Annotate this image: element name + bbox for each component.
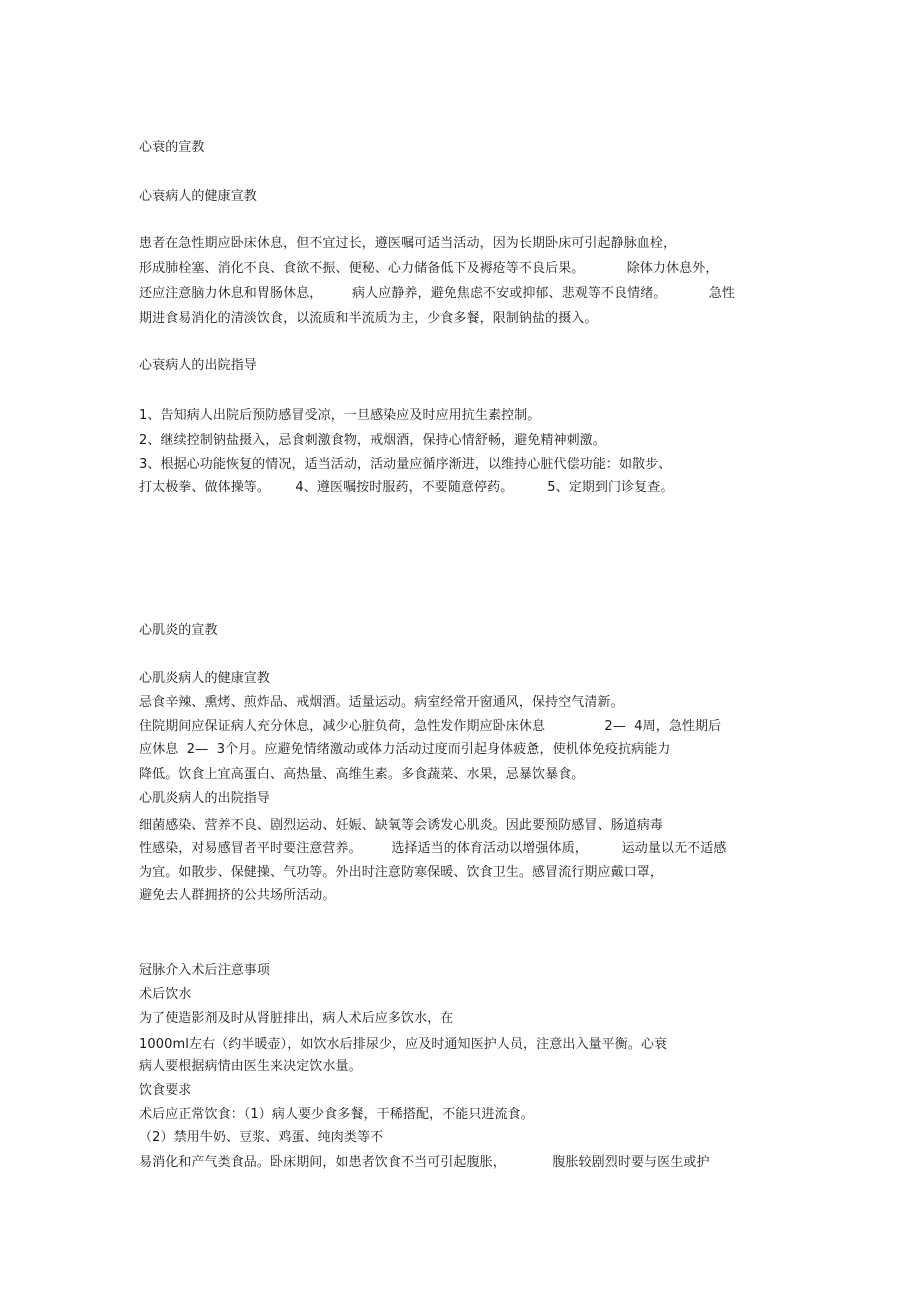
paragraph-line: 性感染，对易感冒者平时要注意营养。 选择适当的体育活动以增强体质， 运动量以无不适感 bbox=[139, 841, 727, 856]
heading-heart-failure-health: 心衰病人的健康宣教 bbox=[139, 189, 257, 204]
section-title-coronary: 冠脉介入术后注意事项 bbox=[139, 963, 271, 978]
paragraph-line: 还应注意脑力休息和胃肠休息， 病人应静养，避免焦虑不安或抑郁、悲观等不良情绪。 急性 bbox=[139, 286, 735, 301]
paragraph-line: 为宜。如散步、保健操、气功等。外出时注意防寒保暖、饮食卫生。感冒流行期应戴口罩， bbox=[139, 865, 664, 880]
paragraph-line: 病人要根据病情由医生来决定饮水量。 bbox=[139, 1059, 362, 1074]
paragraph-line: 细菌感染、营养不良、剧烈运动、妊娠、缺氧等会诱发心肌炎。因此要预防感冒、肠道病毒 bbox=[139, 818, 664, 833]
heading-post-op-drinking: 术后饮水 bbox=[139, 987, 192, 1002]
heading-myocarditis-health: 心肌炎病人的健康宣教 bbox=[139, 671, 271, 686]
paragraph-line: 忌食辛辣、熏烤、煎炸品、戒烟酒。适量运动。病室经常开窗通风，保持空气清新。 bbox=[139, 695, 624, 710]
paragraph-line: 易消化和产气类食品。卧床期间，如患者饮食不当可引起腹胀， 腹胀较剧烈时要与医生或护 bbox=[139, 1155, 710, 1170]
paragraph-line: 为了使造影剂及时从肾脏排出，病人术后应多饮水，在 bbox=[139, 1011, 454, 1026]
paragraph-line: 术后应正常饮食：（1）病人要少食多餐，干稀搭配，不能只进流食。 bbox=[139, 1107, 534, 1122]
list-item: 打太极拳、做体操等。 4、遵医嘱按时服药，不要随意停药。 5、定期到门诊复查。 bbox=[139, 480, 674, 495]
heading-diet-requirements: 饮食要求 bbox=[139, 1083, 192, 1098]
section-title-myocarditis: 心肌炎的宣教 bbox=[139, 623, 218, 638]
paragraph-line: 患者在急性期应卧床休息，但不宜过长，遵医嘱可适当活动，因为长期卧床可引起静脉血栓， bbox=[139, 236, 677, 251]
paragraph-line: （2）禁用牛奶、豆浆、鸡蛋、纯肉类等不 bbox=[139, 1130, 384, 1145]
list-item: 3、根据心功能恢复的情况，适当活动，活动量应循序渐进，以维持心脏代偿功能：如散步、 bbox=[139, 457, 672, 472]
paragraph-line: 1000ml左右（约半暖壶），如饮水后排尿少，应及时通知医护人员，注意出入量平衡。心衰 bbox=[139, 1037, 668, 1052]
heading-heart-failure-discharge: 心衰病人的出院指导 bbox=[139, 358, 257, 373]
paragraph-line: 期进食易消化的清淡饮食，以流质和半流质为主，少食多餐，限制钠盐的摄入。 bbox=[139, 311, 598, 326]
paragraph-line: 住院期间应保证病人充分休息，减少心脏负荷，急性发作期应卧床休息 2— 4周，急性期后 bbox=[139, 719, 722, 734]
heading-myocarditis-discharge: 心肌炎病人的出院指导 bbox=[139, 791, 271, 806]
list-item: 1、告知病人出院后预防感冒受凉，一旦感染应及时应用抗生素控制。 bbox=[139, 408, 541, 423]
paragraph-line: 降低。饮食上宜高蛋白、高热量、高维生素。多食蔬菜、水果，忌暴饮暴食。 bbox=[139, 767, 585, 782]
list-item: 2、继续控制钠盐摄入，忌食刺激食物，戒烟酒，保持心情舒畅，避免精神刺激。 bbox=[139, 433, 606, 448]
paragraph-line: 应休息 2— 3个月。应避免情绪激动或体力活动过度而引起身体疲惫，使机体免疫抗病能力 bbox=[139, 742, 671, 757]
section-title-heart-failure: 心衰的宣教 bbox=[139, 140, 205, 155]
paragraph-line: 避免去人群拥挤的公共场所活动。 bbox=[139, 888, 336, 903]
paragraph-line: 形成肺栓塞、消化不良、食欲不振、便秘、心力储备低下及褥疮等不良后果。 除体力休息外， bbox=[139, 261, 719, 276]
